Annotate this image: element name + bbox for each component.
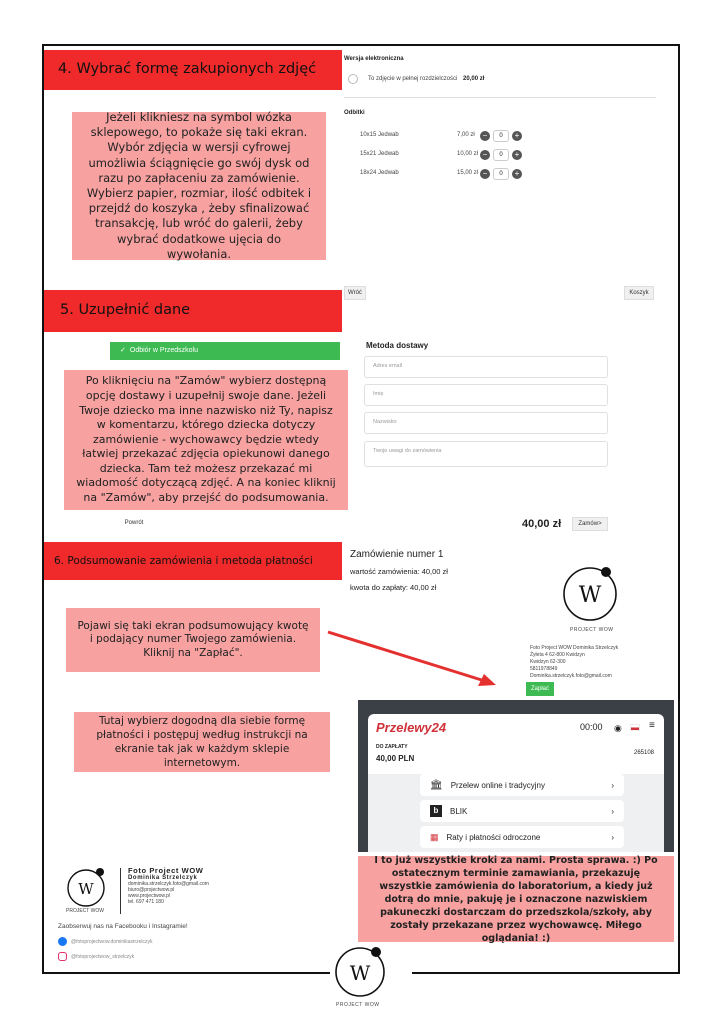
print-name: 10x15 Jedwab	[360, 132, 399, 138]
p24-order-id: 265108	[634, 750, 655, 756]
instagram-icon	[58, 952, 67, 961]
footer-person: Dominika Strzelczyk	[128, 875, 198, 881]
electronic-option: To zdjęcie w pełnej rozdzielczości 20,00 zł	[368, 76, 485, 82]
print-row	[360, 129, 560, 143]
chevron-right-icon: ›	[611, 806, 614, 816]
print-price: 7,00 zł	[457, 132, 475, 138]
return-button[interactable]: Powrót	[116, 517, 152, 531]
p24-due-label: DO ZAPŁATY	[376, 744, 408, 750]
footer-follow: Zaobserwuj nas na Facebooku i Instagramie!	[58, 923, 188, 930]
check-icon: ✓	[120, 347, 126, 354]
p24-logo: Przelewy24	[376, 720, 447, 735]
order-total: 40,00 zł	[522, 518, 562, 530]
language-flag-icon[interactable]	[630, 724, 640, 731]
blik-icon: b	[430, 805, 442, 817]
amount-due: kwota do zapłaty: 40,00 zł	[350, 583, 437, 592]
closing-message: I to już wszystkie kroki za nami. Prosta sprawa. :) Po ostatecznym terminie zamawiania, przekazuję wszystkie zamówienia do laboratorium, a kiedy już dotrą do mnie, pakuję je i oznaczone nazwiskiem pakuneczki dostarczam do przedszkola/szkoły, aby zostały przekazane przez wychowawcę. Miłego oglądania! :)	[358, 856, 674, 942]
bottom-logo	[330, 944, 394, 1004]
email-field[interactable]: Adres email	[364, 356, 608, 378]
company-details: Foto Project WOW Dominika Strzelczyk Żyłeta 4 62-800 Kwidzyn Kwidzyn 62-300 5811978849 Dominika.strzelczyk.foto@gmail.com	[530, 645, 619, 679]
electronic-radio[interactable]	[348, 74, 358, 84]
quantity-field[interactable]: 0	[493, 130, 509, 142]
surname-field[interactable]: Nazwisko	[364, 412, 608, 434]
instagram-link[interactable]: @fotoprojectwow_strzelczyk	[58, 952, 134, 961]
p24-option-blik[interactable]: b BLIK ›	[420, 800, 624, 822]
footer-logo-caption: PROJECT WOW	[66, 908, 104, 914]
footer-logo	[62, 866, 114, 918]
facebook-link[interactable]: @fotoprojectwow.dominikastrzelczyk	[58, 937, 153, 946]
logo-mark-icon	[62, 866, 114, 910]
cart-button[interactable]: Koszyk	[624, 286, 654, 300]
section5-title: 5. Uzupełnić dane	[60, 302, 191, 318]
bottom-logo-caption: PROJECT WOW	[336, 1002, 380, 1008]
plus-icon[interactable]: +	[512, 150, 522, 160]
p24-window	[358, 700, 674, 852]
p24-option-installments[interactable]: ▦ Raty i płatności odroczone ›	[420, 826, 624, 848]
summary-instructions: Pojawi się taki ekran podsumowujący kwotę i podający numer Twojego zamówienia. Kliknij na "Zapłać".	[66, 608, 320, 672]
comment-field[interactable]: Twoje uwagi do zamówienia	[364, 441, 608, 467]
minus-icon[interactable]: −	[480, 169, 490, 179]
section5-banner	[44, 290, 342, 332]
bank-icon: 🏛	[430, 779, 443, 791]
calendar-icon: ▦	[430, 831, 439, 842]
p24-header	[368, 714, 664, 774]
logo-caption: PROJECT WOW	[570, 627, 614, 633]
order-value: wartość zamówienia: 40,00 zł	[350, 567, 448, 576]
section4-title: 4. Wybrać formę zakupionych zdjęć	[58, 61, 317, 77]
quantity-field[interactable]: 0	[493, 168, 509, 180]
section6-title: 6. Podsumowanie zamówienia i metoda płatności	[54, 555, 313, 567]
print-row	[360, 148, 560, 162]
back-button[interactable]: Wróć	[344, 286, 366, 300]
divider	[344, 97, 656, 98]
p24-timer: 00:00	[580, 722, 603, 732]
svg-text:W: W	[349, 961, 371, 985]
chevron-right-icon: ›	[611, 780, 614, 790]
logo-mark-icon	[560, 564, 622, 626]
svg-text:W: W	[578, 583, 602, 608]
section4-banner	[44, 50, 342, 90]
section6-banner	[44, 542, 342, 580]
order-button[interactable]: Zamów>	[572, 517, 608, 531]
payment-instructions: Tutaj wybierz dogodną dla siebie formę płatności i postępuj według instrukcji na ekranie tak jak w każdym sklepie internetowym.	[74, 712, 330, 772]
print-price: 15,00 zł	[457, 170, 479, 176]
quantity-field[interactable]: 0	[493, 149, 509, 161]
plus-icon[interactable]: +	[512, 169, 522, 179]
print-name: 15x21 Jedwab	[360, 151, 399, 157]
footer-contact: Foto Project WOW Dominika Strzelczyk dominika.strzelczyk.foto@gmail.com biuro@projectwow.pl www.projectwow.pl tel. 697 471 180	[128, 866, 209, 905]
footer-brand: Foto Project WOW	[128, 866, 204, 875]
minus-icon[interactable]: −	[480, 131, 490, 141]
shop-panel	[344, 50, 656, 300]
pickup-option[interactable]: ✓ Odbiór w Przedszkolu	[110, 342, 340, 360]
section4-instructions: Jeżeli klikniesz na symbol wózka sklepowego, to pokaże się taki ekran. Wybór zdjęcia w wersji cyfrowej umożliwia ściągnięcie go swój dysk od razu po zapłaceniu za zamówienie. Wybierz papier, rozmiar, ilość odbitek i przejdź do koszyka , żeby sfinalizować transakcję, lub wróć do galerii, żeby wybrać dodatkowe ujęcia do wywołania.	[72, 112, 326, 260]
p24-due-amount: 40,00 PLN	[376, 754, 415, 763]
print-price: 10,00 zł	[457, 151, 479, 157]
facebook-icon	[58, 937, 67, 946]
pay-button[interactable]: Zapłać	[526, 682, 554, 696]
eye-icon[interactable]: ◉	[614, 723, 622, 733]
svg-text:W: W	[78, 880, 94, 898]
print-name: 18x24 Jedwab	[360, 170, 399, 176]
footer-divider	[120, 868, 121, 914]
minus-icon[interactable]: −	[480, 150, 490, 160]
delivery-heading: Metoda dostawy	[366, 341, 429, 350]
p24-options	[368, 774, 664, 852]
section5-instructions: Po kliknięciu na "Zamów" wybierz dostępną opcję dostawy i uzupełnij swoje dane. Jeżeli Twoje dziecko ma inne nazwisko niż Ty, napisz w komentarzu, którego dziecka dotyczy zamówienie - wychowawcy będzie wtedy łatwiej przekazać zdjęcia opiekunowi danego dziecka. Tam też możesz przekazać mi wiadomość dotyczącą zdjęć. A na koniec kliknij na "Zamów", aby przejść do podsumowania.	[64, 370, 348, 510]
print-row	[360, 167, 560, 181]
plus-icon[interactable]: +	[512, 131, 522, 141]
p24-option-transfer[interactable]: 🏛 Przelew online i tradycyjny ›	[420, 774, 624, 796]
electronic-price: 20,00 zł	[463, 76, 485, 82]
prints-heading: Odbitki	[344, 110, 365, 116]
logo	[560, 564, 622, 626]
logo-mark-icon	[330, 944, 394, 1000]
order-number: Zamówienie numer 1	[350, 549, 444, 560]
chevron-right-icon: ›	[611, 832, 614, 842]
arrow-icon	[326, 630, 526, 690]
menu-icon[interactable]: ≡	[649, 720, 655, 731]
electronic-heading: Wersja elektroniczna	[344, 56, 404, 62]
name-field[interactable]: Imię	[364, 384, 608, 406]
